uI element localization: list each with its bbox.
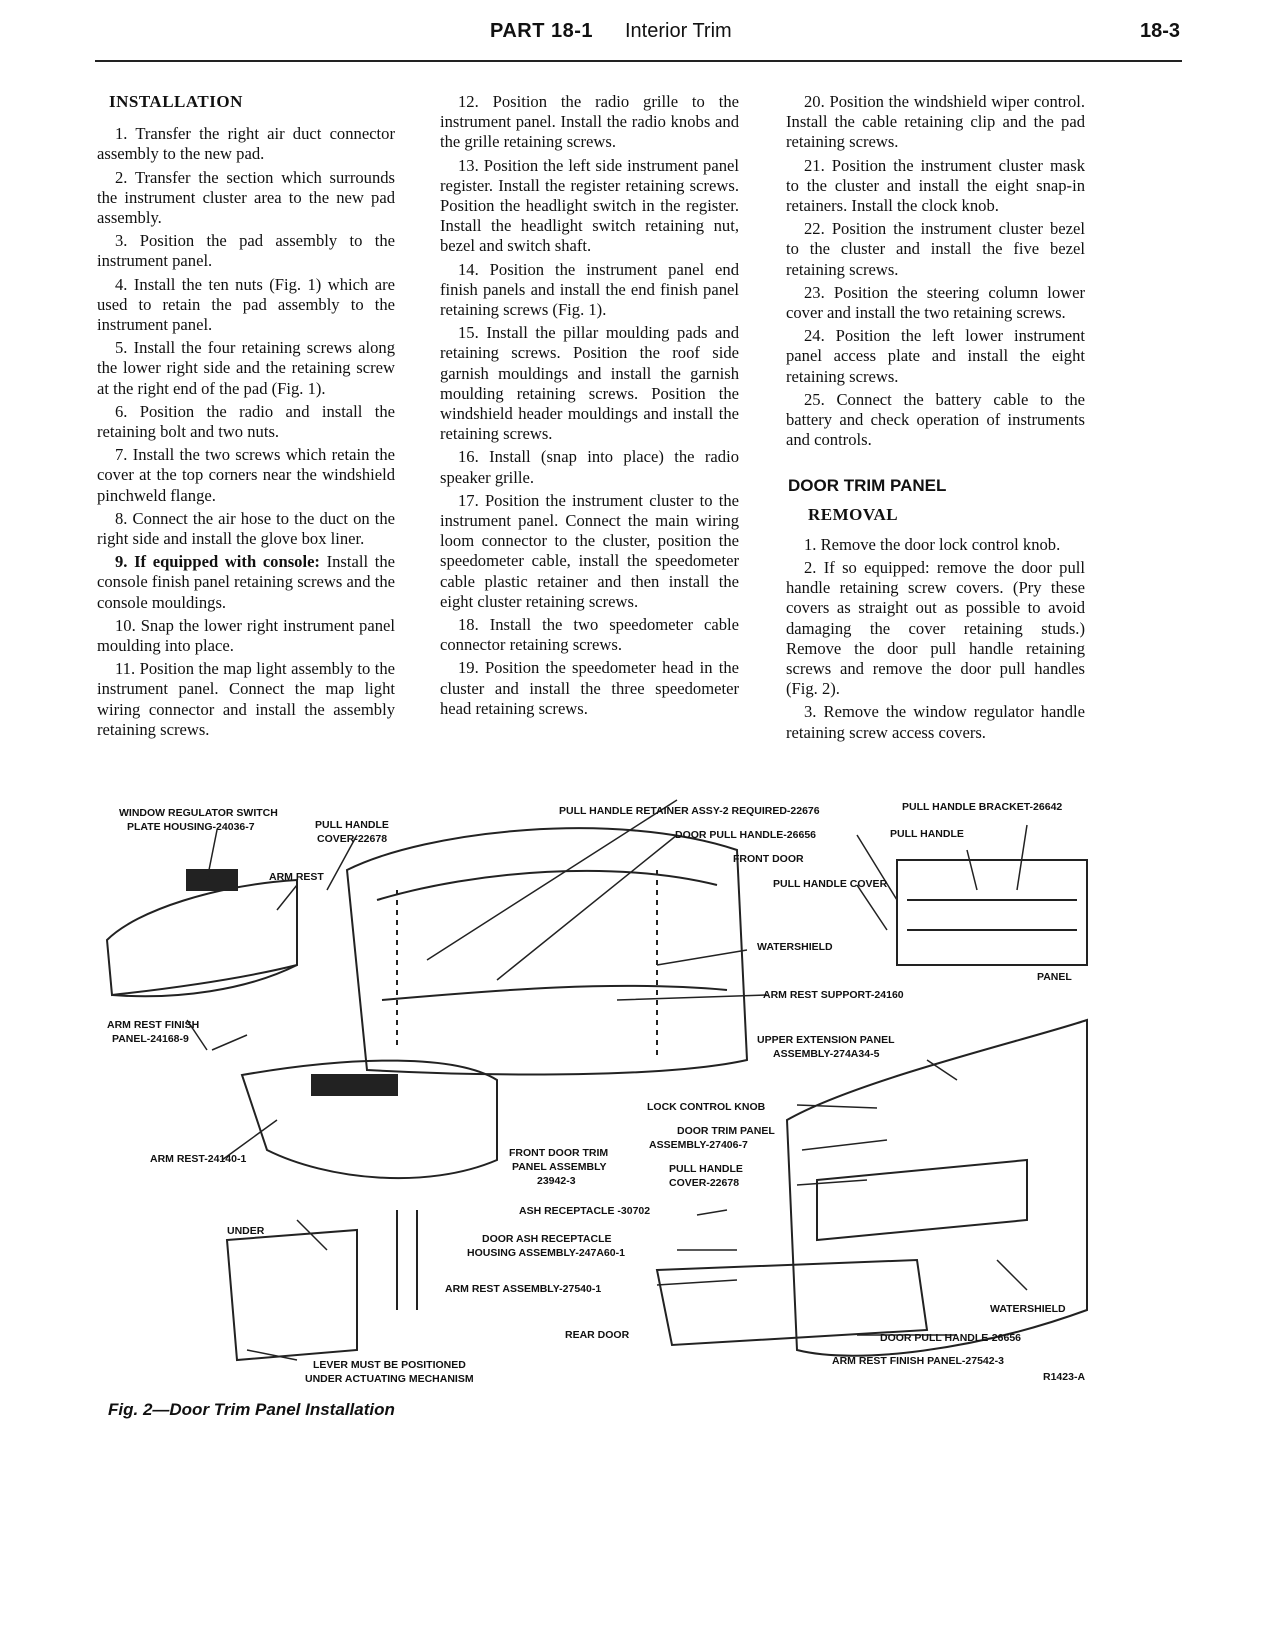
switch-plate-shape xyxy=(187,870,237,890)
label-retainer: PULL HANDLE RETAINER ASSY-2 REQUIRED-22676 xyxy=(559,805,820,817)
door-trim-panel-shape xyxy=(347,828,747,1074)
label-upper-ext-1: UPPER EXTENSION PANEL xyxy=(757,1034,895,1046)
label-arm-rest: ARM REST xyxy=(269,871,324,883)
label-window-switch-1: WINDOW REGULATOR SWITCH xyxy=(119,807,278,819)
diagram-svg xyxy=(97,790,1097,1392)
step-20: 20. Position the windshield wiper control. Install the cable retaining clip and the pad retaining screws. xyxy=(786,92,1085,152)
column-3 xyxy=(786,92,1085,746)
step-22: 22. Position the instrument cluster bezel to the cluster and install the five bezel retaining screws. xyxy=(786,219,1085,279)
label-watershield-b: WATERSHIELD xyxy=(990,1303,1066,1315)
label-pull-handle-cover-2: COVER-22678 xyxy=(317,833,388,845)
label-arm-rest-finish-b: ARM REST FINISH PANEL-27542-3 xyxy=(832,1355,1004,1367)
step-25: 25. Connect the battery cable to the battery and check operation of instruments and controls. xyxy=(786,389,1085,450)
label-door-pull-handle: DOOR PULL HANDLE-26656 xyxy=(675,829,817,841)
label-finish-panel-2: PANEL-24168-9 xyxy=(112,1033,189,1045)
step-16: 16. Install (snap into place) the radio speaker grille. xyxy=(440,447,739,487)
label-door-pull-handle-b: DOOR PULL HANDLE-26656 xyxy=(880,1332,1022,1344)
label-arm-rest-support: ARM REST SUPPORT-24160 xyxy=(763,989,904,1001)
lever-detail-shape xyxy=(227,1230,357,1360)
column-1 xyxy=(97,92,395,743)
label-watershield: WATERSHIELD xyxy=(757,941,833,953)
diagram-labels xyxy=(107,801,1085,1385)
step-12: 12. Position the radio grille to the instrument panel. Install the radio knobs and the grille retaining screws. xyxy=(440,92,739,152)
step-10: 10. Snap the lower right instrument panel moulding into place. xyxy=(97,615,395,656)
label-door-trim-panel-2: ASSEMBLY-27406-7 xyxy=(649,1139,748,1151)
rear-trim-panel-shape xyxy=(817,1160,1027,1240)
step-3: 3. Position the pad assembly to the instrument panel. xyxy=(97,231,395,271)
step-24: 24. Position the left lower instrument panel access plate and install the eight retaining screws. xyxy=(786,326,1085,386)
label-door-trim-panel-1: DOOR TRIM PANEL xyxy=(677,1125,775,1137)
lever-rods xyxy=(397,1210,417,1310)
column-2 xyxy=(440,92,739,722)
step-15: 15. Install the pillar moulding pads and retaining screws. Position the roof side garnish mouldings and install the garnish moulding retaining screws. Position the windshield header mouldings and install the retaining screws. xyxy=(440,323,739,444)
part-number: PART 18-1 xyxy=(490,20,594,42)
label-ash-receptacle: ASH RECEPTACLE -30702 xyxy=(519,1205,651,1217)
label-pull-handle-cover: PULL HANDLE COVER xyxy=(773,878,888,890)
label-window-switch-2: PLATE HOUSING-24036-7 xyxy=(127,821,255,833)
door-trim-heading: DOOR TRIM PANEL xyxy=(788,476,947,496)
label-finish-panel-1: ARM REST FINISH xyxy=(107,1019,200,1031)
label-pull-handle: PULL HANDLE xyxy=(890,828,964,840)
step-9-lead: 9. If equipped with console: xyxy=(115,552,320,572)
label-front-door-trim-2: PANEL ASSEMBLY xyxy=(512,1161,607,1173)
door-trim-diagram xyxy=(97,790,1097,1392)
label-ash-housing-1: DOOR ASH RECEPTACLE xyxy=(482,1233,612,1245)
figure-caption: Fig. 2—Door Trim Panel Installation xyxy=(108,1400,395,1419)
diagram-drawing xyxy=(107,800,1087,1360)
step-18: 18. Install the two speedometer cable connector retaining screws. xyxy=(440,615,739,655)
step-13: 13. Position the left side instrument panel register. Install the register retaining screws. Position the headlight switch in the register. Install the headlight switch retaining nut, bezel and switch shaft. xyxy=(440,155,739,256)
step-19: 19. Position the speedometer head in the cluster and install the three speedometer head retaining screws. xyxy=(440,658,739,718)
step-17: 17. Position the instrument cluster to the instrument panel. Connect the main wiring loom connector to the cluster, position the speedometer cable, install the speedometer cable plastic retainer and then install the eight cluster retaining screws. xyxy=(440,490,739,611)
page-header xyxy=(95,20,1180,60)
removal-step-1: 1. Remove the door lock control knob. xyxy=(804,534,1061,554)
header-rule xyxy=(95,60,1182,62)
panel-dashed-lines xyxy=(397,870,657,1060)
label-front-door: FRONT DOOR xyxy=(733,853,804,865)
label-bracket: PULL HANDLE BRACKET-26642 xyxy=(902,801,1063,813)
label-pull-handle-cover-b1: PULL HANDLE xyxy=(669,1163,743,1175)
label-arm-rest-part: ARM REST-24140-1 xyxy=(150,1153,247,1165)
removal-step-3: 3. Remove the window regulator handle retaining screw access covers. xyxy=(786,702,1085,742)
label-lever-1: LEVER MUST BE POSITIONED xyxy=(313,1359,466,1371)
step-8: 8. Connect the air hose to the duct on the right side and install the glove box liner. xyxy=(97,508,395,549)
step-21: 21. Position the instrument cluster mask to the cluster and install the eight snap-in retainers. Install the clock knob. xyxy=(786,155,1085,216)
step-6: 6. Position the radio and install the retaining bolt and two nuts. xyxy=(97,401,395,442)
step-1: 1. Transfer the right air duct connector assembly to the new pad. xyxy=(97,124,395,164)
arm-rest-slot xyxy=(312,1075,397,1095)
removal-heading: REMOVAL xyxy=(808,504,899,524)
step-9 xyxy=(97,552,395,613)
label-under: UNDER xyxy=(227,1225,265,1237)
label-upper-ext-2: ASSEMBLY-274A34-5 xyxy=(773,1048,880,1060)
step-5: 5. Install the four retaining screws along the lower right side and the retaining screw at the right end of the pad (Fig. 1). xyxy=(97,338,395,398)
step-4: 4. Install the ten nuts (Fig. 1) which are used to retain the pad assembly to the instrument panel. xyxy=(97,274,395,335)
label-lever-2: UNDER ACTUATING MECHANISM xyxy=(305,1373,474,1385)
step-9-text: Install the console finish panel retaining screws and the console mouldings. xyxy=(97,552,395,612)
label-rear-door: REAR DOOR xyxy=(565,1329,630,1341)
label-pull-handle-cover-1: PULL HANDLE xyxy=(315,819,389,831)
pull-handle-detail-box xyxy=(897,860,1087,965)
label-panel: PANEL xyxy=(1037,971,1072,983)
step-2: 2. Transfer the section which surrounds the instrument cluster area to the new pad assembly. xyxy=(97,167,395,228)
label-code: R1423-A xyxy=(1043,1371,1086,1383)
step-23: 23. Position the steering column lower cover and install the two retaining screws. xyxy=(786,282,1085,323)
panel-contour-1 xyxy=(377,871,717,900)
step-11: 11. Position the map light assembly to the instrument panel. Connect the map light wiring connector and install the assembly retaining screws. xyxy=(97,659,395,739)
label-lock-knob: LOCK CONTROL KNOB xyxy=(647,1101,766,1113)
label-pull-handle-cover-b2: COVER-22678 xyxy=(669,1177,740,1189)
step-14: 14. Position the instrument panel end finish panels and install the end finish panel retaining screws (Fig. 1). xyxy=(440,259,739,320)
page-number: 18-3 xyxy=(1139,20,1180,42)
removal-step-2: 2. If so equipped: remove the door pull handle retaining screw covers. (Pry these covers as straight out as possible to avoid damaging the cover retaining studs.) Remove the door pull handle retaining screws and remove the door pull handles (Fig. 2). xyxy=(786,558,1085,699)
label-front-door-trim-3: 23942-3 xyxy=(537,1175,576,1187)
pull-handle-detail-lines xyxy=(907,900,1077,930)
label-ash-housing-2: HOUSING ASSEMBLY-247A60-1 xyxy=(467,1247,625,1259)
step-7: 7. Install the two screws which retain the cover at the top corners near the windshield pinchweld flange. xyxy=(97,445,395,505)
installation-heading: INSTALLATION xyxy=(109,92,243,111)
section-title: Interior Trim xyxy=(625,20,732,42)
label-arm-rest-assembly: ARM REST ASSEMBLY-27540-1 xyxy=(445,1283,602,1295)
label-front-door-trim-1: FRONT DOOR TRIM xyxy=(509,1147,609,1159)
